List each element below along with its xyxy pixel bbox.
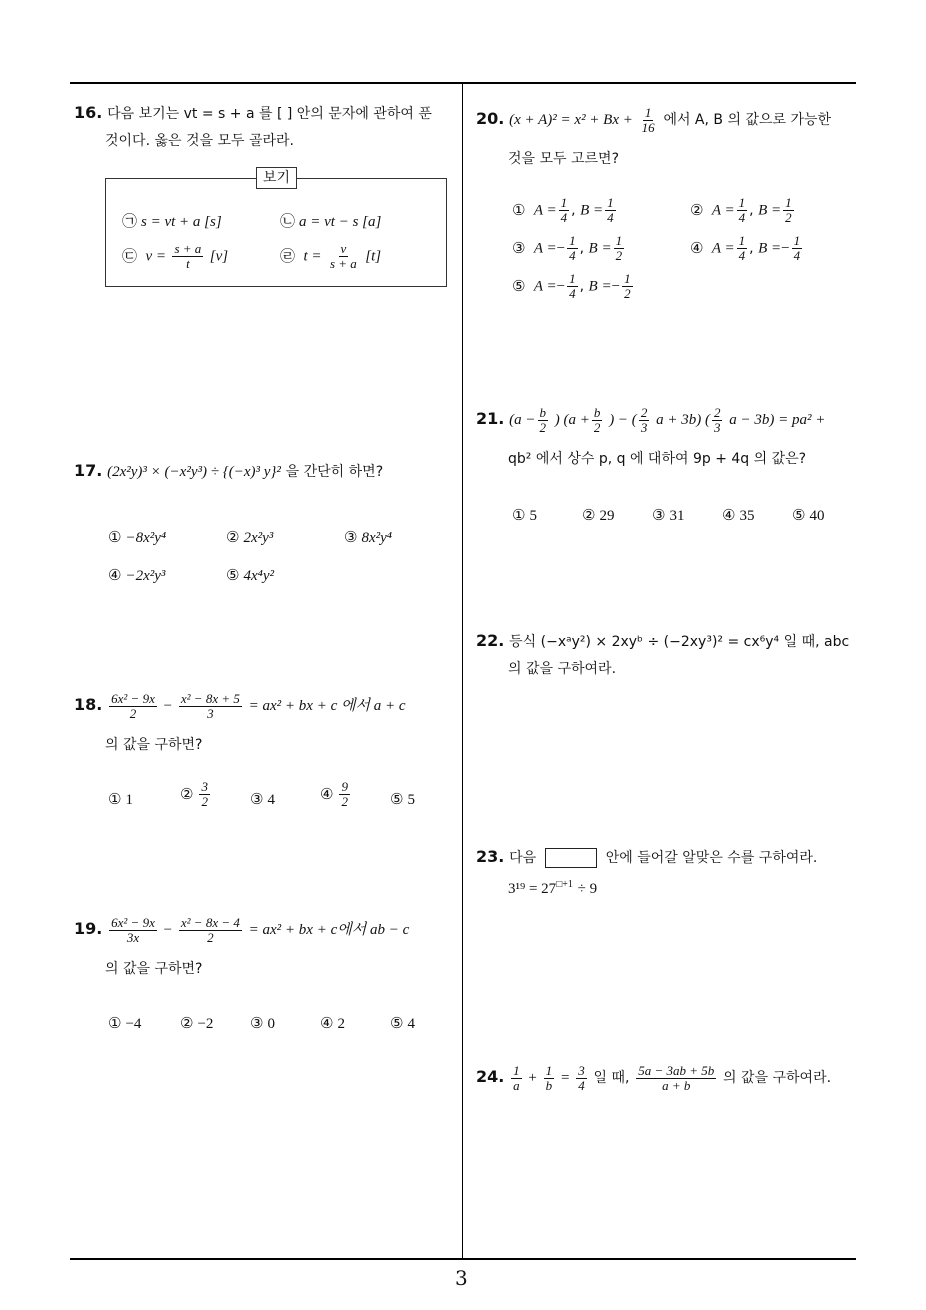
question-text: 의 값을 구하여라. bbox=[723, 1070, 832, 1086]
choice-4[interactable]: ④ 2 bbox=[320, 1014, 345, 1032]
question-21: 21. (a − $\frac{b}{2}$ ) (a + $\frac{b}{2}$ ) − ( $\frac{2}{3}$ a + 3b) ( $\frac{2}{3}$ a − 3b) = pa² + bbox=[476, 404, 826, 435]
answer-blank-box bbox=[545, 848, 597, 868]
fraction-1: $\frac{\text{6x² − 9x}}{3x}$ bbox=[111, 914, 155, 945]
example-item-2: ㉡ a = vt − s [a] bbox=[280, 212, 382, 230]
question-number: 24. bbox=[476, 1067, 505, 1086]
question-number: 22. bbox=[476, 631, 505, 650]
choice-2[interactable]: ② 2x²y³ bbox=[226, 528, 274, 546]
column-divider bbox=[462, 82, 463, 1260]
question-number: 20. bbox=[476, 109, 505, 128]
question-18-text-line2: 의 값을 구하면? bbox=[105, 737, 203, 753]
choice-5[interactable]: ⑤ A =− $\frac{1}{4}$ , B =− $\frac{1}{2}$ bbox=[512, 271, 631, 301]
question-text: 다음 보기는 vt = s + a 를 [ ] 안의 문자에 관하여 푼 bbox=[107, 106, 432, 122]
example-item-1: ㉠ s = vt + a [s] bbox=[122, 212, 222, 230]
top-rule bbox=[70, 82, 856, 84]
question-16 bbox=[74, 98, 432, 129]
choice-3[interactable]: ③ 31 bbox=[652, 506, 685, 524]
example-item-3: ㉢ v = $\frac{s + a}{t}$ [v] bbox=[122, 241, 229, 271]
choice-1[interactable]: ① 1 bbox=[108, 790, 133, 808]
choice-5[interactable]: ⑤ 5 bbox=[390, 790, 415, 808]
fraction-1: $\frac{\text{6x² − 9x}}{2}$ bbox=[111, 690, 155, 721]
choice-4[interactable]: ④ 35 bbox=[722, 506, 755, 524]
question-23: 23. 다음 안에 들어갈 알맞은 수를 구하여라. bbox=[476, 847, 818, 866]
question-text: 을 간단히 하면? bbox=[285, 464, 384, 480]
choice-3[interactable]: ③ 0 bbox=[250, 1014, 275, 1032]
question-20-text-line2: 것을 모두 고르면? bbox=[508, 151, 619, 167]
question-22 bbox=[476, 626, 849, 657]
question-number: 19. bbox=[74, 919, 103, 938]
choice-2[interactable]: ② $\frac{3}{2}$ bbox=[180, 779, 208, 809]
choice-4[interactable]: ④ A = $\frac{1}{4}$ , B =− $\frac{1}{4}$ bbox=[690, 233, 801, 263]
question-expression: = ax² + bx + c에서 ab − c bbox=[248, 922, 410, 938]
question-number: 17. bbox=[74, 461, 103, 480]
choice-1[interactable]: ① 5 bbox=[512, 506, 537, 524]
choice-2[interactable]: ② −2 bbox=[180, 1014, 214, 1032]
fraction-2: $\frac{\text{x² − 8x + 5}}{3}$ bbox=[180, 690, 240, 721]
choice-3[interactable]: ③ A =− $\frac{1}{4}$ , B = $\frac{1}{2}$ bbox=[512, 233, 623, 263]
example-box-label: 보기 bbox=[256, 167, 297, 189]
choice-2[interactable]: ② A = $\frac{1}{4}$ , B = $\frac{1}{2}$ bbox=[690, 195, 792, 225]
choice-5[interactable]: ⑤ 4 bbox=[390, 1014, 415, 1032]
question-18: 18. $\frac{\text{6x² − 9x}}{2}$ − $\frac{\text{x² − 8x + 5}}{3}$ = ax² + bx + c 에서 a + c bbox=[74, 690, 406, 721]
question-17 bbox=[74, 456, 383, 487]
question-23-equation: $3^{19} = 27^{□+1} \div 9$ bbox=[508, 879, 598, 897]
page-number: 3 bbox=[455, 1266, 468, 1290]
question-19: 19. $\frac{\text{6x² − 9x}}{3x}$ − $\frac{\text{x² − 8x − 4}}{2}$ = ax² + bx + c에서 ab − c bbox=[74, 914, 410, 945]
question-text: 등식 (−xᵃy²) × 2xyᵇ ÷ (−2xy³)² = cx⁶y⁴ 일 때, abc bbox=[509, 634, 850, 650]
bottom-rule bbox=[70, 1258, 856, 1260]
question-number: 18. bbox=[74, 695, 103, 714]
question-text: 안에 들어갈 알맞은 수를 구하여라. bbox=[605, 850, 818, 866]
choice-1[interactable]: ① A = $\frac{1}{4}$ , B = $\frac{1}{4}$ bbox=[512, 195, 614, 225]
question-24: 24. $\frac{1}{a}$ + $\frac{1}{b}$ = $\frac{3}{4}$ 일 때, $\frac{5a - 3ab + 5b}{a + b}$ 의 값을 구하여라. bbox=[476, 1062, 832, 1093]
question-19-text-line2: 의 값을 구하면? bbox=[105, 961, 203, 977]
question-number: 21. bbox=[476, 409, 505, 428]
question-expression: (2x²y)³ × (−x²y³) ÷ {(−x)³ y}² bbox=[107, 464, 281, 480]
question-22-text-line2: 의 값을 구하여라. bbox=[508, 661, 617, 677]
question-16-text-line2: 것이다. 옳은 것을 모두 골라라. bbox=[105, 133, 294, 149]
choice-4[interactable]: ④ $\frac{9}{2}$ bbox=[320, 779, 348, 809]
choice-3[interactable]: ③ 8x²y⁴ bbox=[344, 528, 392, 546]
question-20: 20. (x + A)² = x² + Bx + $\frac{1}{16}$ 에서 A, B 의 값으로 가능한 bbox=[476, 104, 832, 135]
question-number: 23. bbox=[476, 847, 505, 866]
choice-4[interactable]: ④ −2x²y³ bbox=[108, 566, 166, 584]
example-item-4: ㉣ t = $\frac{v}{s + a}$ [t] bbox=[280, 241, 382, 271]
choice-1[interactable]: ① −4 bbox=[108, 1014, 142, 1032]
choice-5[interactable]: ⑤ 4x⁴y² bbox=[226, 566, 274, 584]
choice-2[interactable]: ② 29 bbox=[582, 506, 615, 524]
question-21-text-line2: qb² 에서 상수 p, q 에 대하여 9p + 4q 의 값은? bbox=[508, 451, 807, 467]
question-expression: = ax² + bx + c 에서 a + c bbox=[248, 698, 406, 714]
choice-3[interactable]: ③ 4 bbox=[250, 790, 275, 808]
question-text: 에서 A, B 의 값으로 가능한 bbox=[663, 112, 832, 128]
choice-1[interactable]: ① −8x²y⁴ bbox=[108, 528, 167, 546]
choice-5[interactable]: ⑤ 40 bbox=[792, 506, 825, 524]
fraction-2: $\frac{\text{x² − 8x − 4}}{2}$ bbox=[180, 914, 240, 945]
question-number: 16. bbox=[74, 103, 103, 122]
